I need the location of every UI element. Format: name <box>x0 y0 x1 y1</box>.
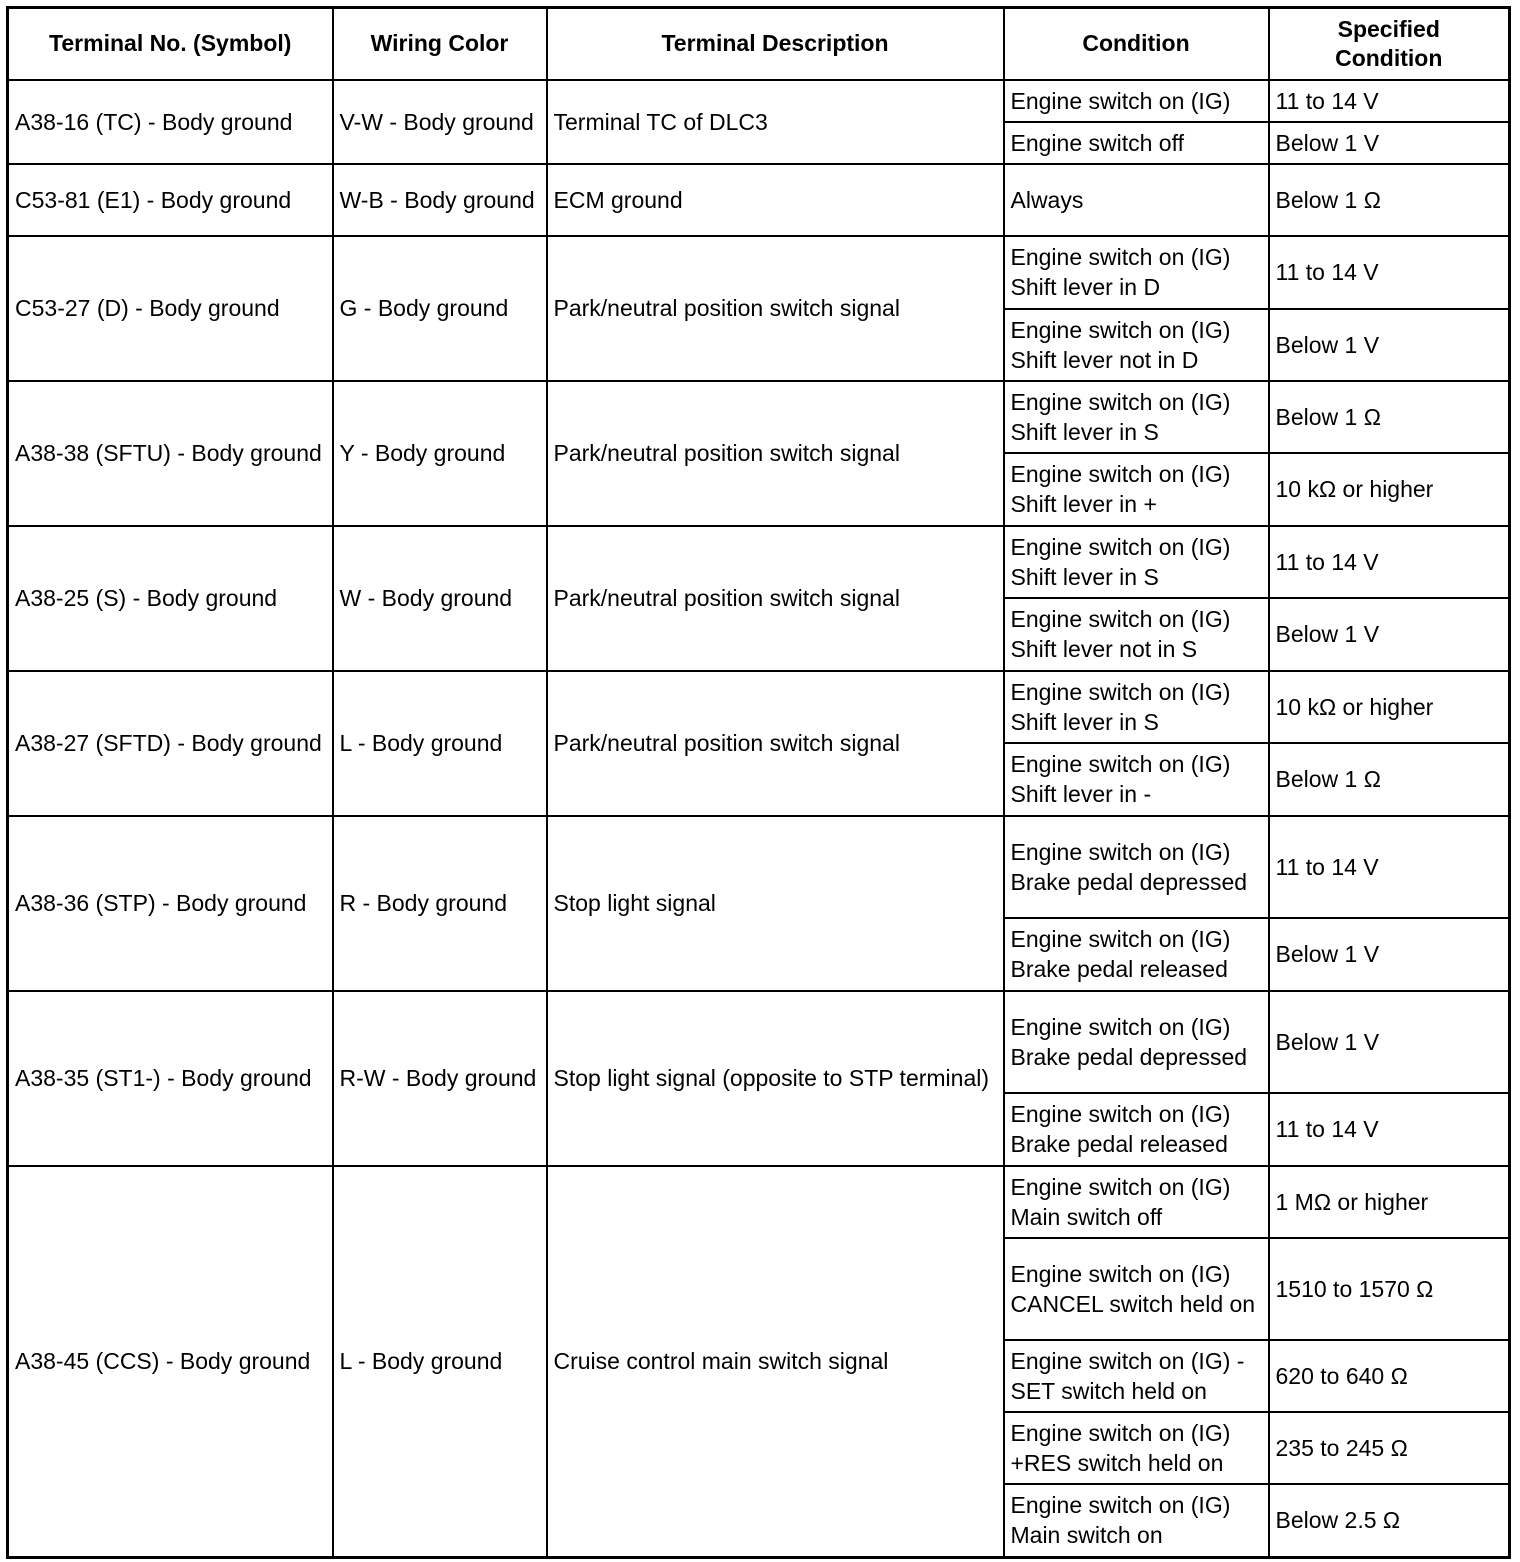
header-specified-line2: Condition <box>1335 44 1443 71</box>
spec-cell: 10 kΩ or higher <box>1269 453 1510 526</box>
spec-cell: Below 1 V <box>1269 918 1510 991</box>
condition-cell: Engine switch on (IG) Brake pedal depressed <box>1004 816 1269 918</box>
description-cell: Park/neutral position switch signal <box>547 671 1004 816</box>
condition-cell: Engine switch on (IG) Shift lever not in S <box>1004 598 1269 671</box>
wiring-cell: Y - Body ground <box>333 381 547 526</box>
condition-cell: Engine switch on (IG) +RES switch held on <box>1004 1412 1269 1484</box>
spec-cell: 10 kΩ or higher <box>1269 671 1510 743</box>
description-cell: Terminal TC of DLC3 <box>547 80 1004 164</box>
description-cell: Park/neutral position switch signal <box>547 236 1004 381</box>
spec-cell: 235 to 245 Ω <box>1269 1412 1510 1484</box>
condition-cell: Engine switch off <box>1004 122 1269 164</box>
spec-cell: 11 to 14 V <box>1269 236 1510 309</box>
table-row <box>8 164 1510 236</box>
spec-cell: Below 1 V <box>1269 122 1510 164</box>
description-cell: Stop light signal (opposite to STP terminal) <box>547 991 1004 1166</box>
spec-cell: Below 1 Ω <box>1269 381 1510 453</box>
spec-cell: 11 to 14 V <box>1269 1093 1510 1166</box>
wiring-cell: R-W - Body ground <box>333 991 547 1166</box>
header-specified-line1: Specified <box>1337 15 1440 42</box>
wiring-cell: R - Body ground <box>333 816 547 991</box>
header-specified <box>1269 8 1510 80</box>
condition-cell: Engine switch on (IG) Shift lever in S <box>1004 526 1269 598</box>
table-row <box>8 671 1510 743</box>
wiring-cell: L - Body ground <box>333 1166 547 1558</box>
wiring-cell: W-B - Body ground <box>333 164 547 236</box>
condition-cell: Engine switch on (IG) -SET switch held on <box>1004 1340 1269 1412</box>
header-wiring: Wiring Color <box>333 8 547 80</box>
spec-cell: Below 1 V <box>1269 991 1510 1093</box>
terminal-cell: C53-81 (E1) - Body ground <box>8 164 333 236</box>
table-row <box>8 236 1510 309</box>
spec-cell: 11 to 14 V <box>1269 80 1510 122</box>
terminal-cell: A38-16 (TC) - Body ground <box>8 80 333 164</box>
condition-cell: Engine switch on (IG) Brake pedal depressed <box>1004 991 1269 1093</box>
description-cell: ECM ground <box>547 164 1004 236</box>
condition-cell: Engine switch on (IG) Shift lever in + <box>1004 453 1269 526</box>
condition-cell: Engine switch on (IG) CANCEL switch held on <box>1004 1238 1269 1340</box>
table-row <box>8 80 1510 122</box>
table-row <box>8 991 1510 1093</box>
header-description: Terminal Description <box>547 8 1004 80</box>
spec-cell: Below 1 V <box>1269 309 1510 381</box>
terminal-cell: A38-45 (CCS) - Body ground <box>8 1166 333 1558</box>
spec-cell: Below 2.5 Ω <box>1269 1484 1510 1558</box>
description-cell: Stop light signal <box>547 816 1004 991</box>
terminal-cell: A38-27 (SFTD) - Body ground <box>8 671 333 816</box>
spec-cell: 620 to 640 Ω <box>1269 1340 1510 1412</box>
terminal-cell: A38-25 (S) - Body ground <box>8 526 333 671</box>
wiring-cell: V-W - Body ground <box>333 80 547 164</box>
wiring-cell: L - Body ground <box>333 671 547 816</box>
description-cell: Park/neutral position switch signal <box>547 526 1004 671</box>
condition-cell: Engine switch on (IG) Main switch off <box>1004 1166 1269 1238</box>
wiring-cell: G - Body ground <box>333 236 547 381</box>
spec-cell: Below 1 V <box>1269 598 1510 671</box>
header-terminal: Terminal No. (Symbol) <box>8 8 333 80</box>
table-row <box>8 816 1510 918</box>
table-row <box>8 1166 1510 1238</box>
wiring-cell: W - Body ground <box>333 526 547 671</box>
spec-cell: Below 1 Ω <box>1269 743 1510 816</box>
terminal-cell: A38-36 (STP) - Body ground <box>8 816 333 991</box>
condition-cell: Engine switch on (IG) Main switch on <box>1004 1484 1269 1558</box>
condition-cell: Engine switch on (IG) Shift lever in - <box>1004 743 1269 816</box>
table-row <box>8 381 1510 453</box>
terminal-cell: A38-38 (SFTU) - Body ground <box>8 381 333 526</box>
spec-cell: 11 to 14 V <box>1269 526 1510 598</box>
condition-cell: Engine switch on (IG) Shift lever not in D <box>1004 309 1269 381</box>
spec-cell: 11 to 14 V <box>1269 816 1510 918</box>
condition-cell: Engine switch on (IG) Brake pedal released <box>1004 1093 1269 1166</box>
description-cell: Park/neutral position switch signal <box>547 381 1004 526</box>
condition-cell: Engine switch on (IG) Shift lever in S <box>1004 671 1269 743</box>
description-cell: Cruise control main switch signal <box>547 1166 1004 1558</box>
condition-cell: Always <box>1004 164 1269 236</box>
terminal-cell: A38-35 (ST1-) - Body ground <box>8 991 333 1166</box>
table-body <box>8 80 1510 1558</box>
header-row <box>8 8 1510 80</box>
condition-cell: Engine switch on (IG) Brake pedal released <box>1004 918 1269 991</box>
spec-cell: Below 1 Ω <box>1269 164 1510 236</box>
spec-cell: 1510 to 1570 Ω <box>1269 1238 1510 1340</box>
condition-cell: Engine switch on (IG) Shift lever in D <box>1004 236 1269 309</box>
header-condition: Condition <box>1004 8 1269 80</box>
condition-cell: Engine switch on (IG) Shift lever in S <box>1004 381 1269 453</box>
terminal-table <box>6 6 1511 1559</box>
table-row <box>8 526 1510 598</box>
condition-cell: Engine switch on (IG) <box>1004 80 1269 122</box>
spec-cell: 1 MΩ or higher <box>1269 1166 1510 1238</box>
terminal-cell: C53-27 (D) - Body ground <box>8 236 333 381</box>
